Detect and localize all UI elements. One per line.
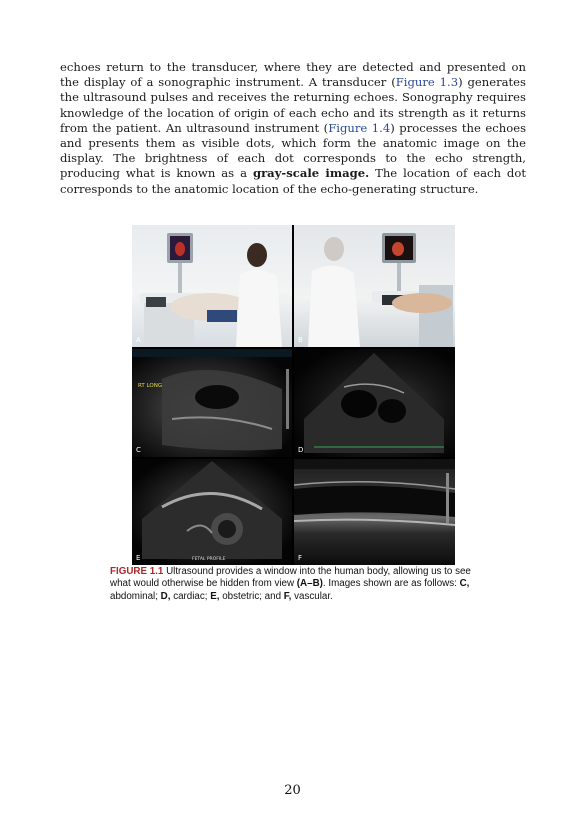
- body-paragraph: [60, 60, 526, 197]
- text-segment: ) generates the ultrasound pulses and receives the returning echoes. Sonography requires knowledge of the location of origin of each echo and its strength as it returns from the patient. An ultrasound instrument (: [60, 75, 526, 135]
- caption-text: vascular.: [291, 590, 333, 602]
- panel-label: E: [136, 554, 141, 562]
- caption-bold: (A–B): [296, 578, 323, 590]
- ultrasound-panel-f-vascular: [294, 459, 455, 565]
- caption-text: cardiac;: [170, 590, 211, 602]
- caption-bold: F,: [283, 590, 292, 602]
- text-segment: echoes return to the transducer, where they are detected and presented on the display of a sonographic instrument. A transducer (: [60, 60, 526, 90]
- caption-text: . Images shown are as follows:: [322, 578, 460, 590]
- caption-bold: D,: [160, 590, 171, 602]
- panel-label: C: [136, 446, 141, 454]
- page-number: 20: [284, 783, 301, 798]
- cardiac-scan-image: [294, 349, 455, 457]
- figure-caption: [110, 566, 480, 603]
- ultrasound-panel-e-obstetric: [132, 459, 292, 565]
- panel-label: A: [136, 336, 141, 344]
- vascular-scan-image: [294, 459, 455, 565]
- caption-text: abdominal;: [110, 590, 161, 602]
- panel-label: F: [298, 554, 303, 562]
- ultrasound-panel-c-abdominal: [132, 349, 292, 457]
- abdominal-scan-image: [132, 349, 292, 457]
- ultrasound-panel-d-cardiac: [294, 349, 455, 457]
- panel-label: B: [298, 336, 303, 344]
- figure-label: FIGURE 1.1: [110, 566, 164, 577]
- obstetric-scan-image: [132, 459, 292, 565]
- text-segment: ) processes the echoes and presents them as visible dots, which form the anatomic image on the display. The brightness of each dot corresponds to the echo strength, producing what is known as a: [60, 120, 527, 181]
- scan-annotation: RT LONG: [138, 383, 163, 389]
- caption-bold: C,: [459, 578, 470, 590]
- panel-label: D: [298, 446, 304, 454]
- figure-1-1-image: [132, 225, 455, 565]
- caption-text: Ultrasound provides a window into the human body, allowing us to see what would otherwise be hidden from view: [110, 566, 471, 590]
- photo-panel-b: [294, 225, 455, 347]
- caption-bold: E,: [210, 590, 220, 602]
- figure-reference-link[interactable]: Figure 1.4: [328, 120, 391, 135]
- sonographer-photo-a: [132, 225, 292, 347]
- text-segment: The location of each dot corresponds to the anatomic location of the echo-generating structure.: [60, 166, 526, 196]
- caption-text: obstetric; and: [219, 590, 284, 602]
- photo-panel-a: [132, 225, 292, 347]
- figure-reference-link[interactable]: Figure 1.3: [395, 75, 459, 90]
- scan-annotation: FETAL PROFILE: [192, 557, 226, 562]
- sonographer-photo-b: [294, 225, 455, 347]
- key-term: gray-scale image.: [252, 166, 370, 181]
